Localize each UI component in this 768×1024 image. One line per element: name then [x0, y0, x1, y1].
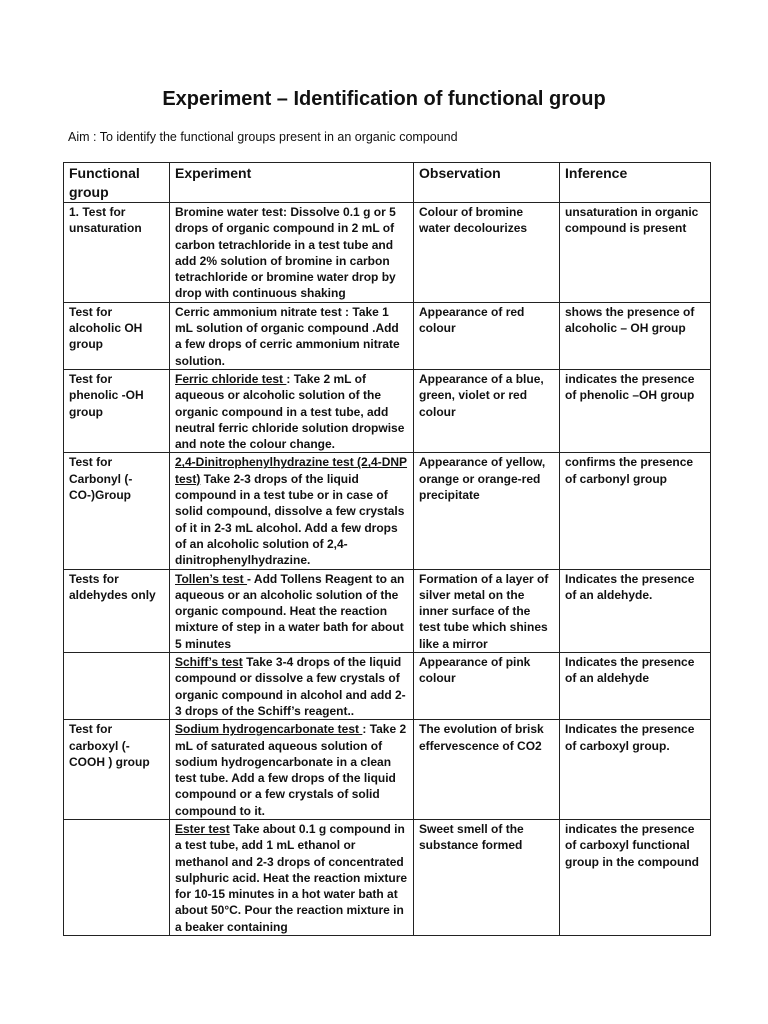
functional-group-cell: 1. Test for unsaturation	[64, 203, 170, 303]
inference-cell: indicates the presence of phenolic –OH group	[560, 369, 711, 452]
observation-cell: Sweet smell of the substance formed	[414, 819, 560, 935]
table-row	[64, 203, 711, 303]
table-row	[64, 453, 711, 569]
functional-group-table	[63, 162, 711, 936]
inference-cell: indicates the presence of carboxyl functional group in the compound	[560, 819, 711, 935]
procedure-text: Take 3-4 drops of the liquid compound or dissolve a few crystals of organic compound in alcohol and add 2-3 drops of the Schiff’s reagent..	[175, 655, 406, 718]
test-name: Sodium hydrogencarbonate test	[175, 722, 363, 737]
experiment-cell	[170, 302, 414, 369]
inference-cell: Indicates the presence of an aldehyde	[560, 653, 711, 720]
procedure-text: Take 2-3 drops of the liquid compound in a test tube or in case of solid compound, dissolve a few crystals of it in 2-3 mL alcohol. Add a few drops of an alcoholic solution of 2,4-dinitrophenylhydrazine.	[175, 471, 405, 568]
observation-cell: Appearance of yellow, orange or orange-red precipitate	[414, 453, 560, 569]
functional-group-cell: Test for alcoholic OH group	[64, 302, 170, 369]
test-name: 2,4-Dinitrophenylhydrazine test (2,4-DNP test)	[175, 455, 408, 486]
functional-group-cell: Tests for aldehydes only	[64, 569, 170, 652]
procedure-text: : Take 2 mL of saturated aqueous solution of sodium hydrogencarbonate in a clean test tube. Add a few drops of the liquid compound or a few crystals of solid compound to it.	[175, 722, 407, 818]
header-experiment: Experiment	[170, 163, 414, 203]
functional-group-cell: Test for phenolic -OH group	[64, 369, 170, 452]
procedure-text: Bromine water test: Dissolve 0.1 g or 5 drops of organic compound in 2 mL of carbon tetrachloride in a test tube and add 2% solution of bromine in carbon tetrachloride or bromine water drop by drop with continuous shaking	[175, 205, 396, 301]
experiment-cell	[170, 720, 414, 820]
observation-cell: The evolution of brisk effervescence of CO2	[414, 720, 560, 820]
observation-cell: Appearance of a blue, green, violet or red colour	[414, 369, 560, 452]
page-title: Experiment – Identification of functional group	[162, 88, 606, 110]
table-header-row	[64, 163, 711, 203]
procedure-text: - Add Tollens Reagent to an aqueous or an alcoholic solution of the organic compound. Heat the reaction mixture of step in a water bath for about 5 minutes	[175, 571, 405, 651]
table-row	[64, 720, 711, 820]
table-row	[64, 369, 711, 452]
observation-cell: Appearance of pink colour	[414, 653, 560, 720]
test-name: Ester test	[175, 821, 230, 836]
table-row	[64, 653, 711, 720]
functional-group-cell: Test for carboxyl (-COOH ) group	[64, 720, 170, 820]
table-row	[64, 302, 711, 369]
header-observation: Observation	[414, 163, 560, 203]
header-inference: Inference	[560, 163, 711, 203]
table-row	[64, 819, 711, 935]
inference-cell: Indicates the presence of an aldehyde.	[560, 569, 711, 652]
table-row	[64, 569, 711, 652]
inference-cell: confirms the presence of carbonyl group	[560, 453, 711, 569]
experiment-cell	[170, 369, 414, 452]
procedure-text: Cerric ammonium nitrate test : Take 1 mL solution of organic compound .Add a few drops of cerric ammonium nitrate solution.	[175, 304, 400, 368]
experiment-cell	[170, 819, 414, 935]
functional-group-cell	[64, 653, 170, 720]
procedure-text: Take about 0.1 g compound in a test tube, add 1 mL ethanol or methanol and 2-3 drops of concentrated sulphuric acid. Heat the reaction mixture for 10-15 minutes in a hot water bath at about 50°C. Pour the reaction mixture in a beaker containing	[175, 821, 408, 934]
test-name: Tollen’s test	[175, 571, 248, 586]
inference-cell: unsaturation in organic compound is present	[560, 203, 711, 303]
inference-cell: Indicates the presence of carboxyl group.	[560, 720, 711, 820]
test-name: Ferric chloride test	[175, 371, 287, 386]
test-name: Schiff’s test	[175, 655, 243, 670]
procedure-text: : Take 2 mL of aqueous or alcoholic solution of the organic compound in a test tube, add neutral ferric chloride solution dropwise and note the colour change.	[175, 371, 405, 452]
observation-cell: Formation of a layer of silver metal on the inner surface of the test tube which shines like a mirror	[414, 569, 560, 652]
experiment-cell	[170, 453, 414, 569]
experiment-cell	[170, 653, 414, 720]
functional-group-cell	[64, 819, 170, 935]
inference-cell: shows the presence of alcoholic – OH group	[560, 302, 711, 369]
experiment-cell	[170, 569, 414, 652]
observation-cell: Appearance of red colour	[414, 302, 560, 369]
header-functional-group: Functional group	[64, 163, 170, 203]
observation-cell: Colour of bromine water decolourizes	[414, 203, 560, 303]
experiment-cell	[170, 203, 414, 303]
aim-text: Aim : To identify the functional groups present in an organic compound	[68, 130, 458, 144]
functional-group-cell: Test for Carbonyl (-CO-)Group	[64, 453, 170, 569]
